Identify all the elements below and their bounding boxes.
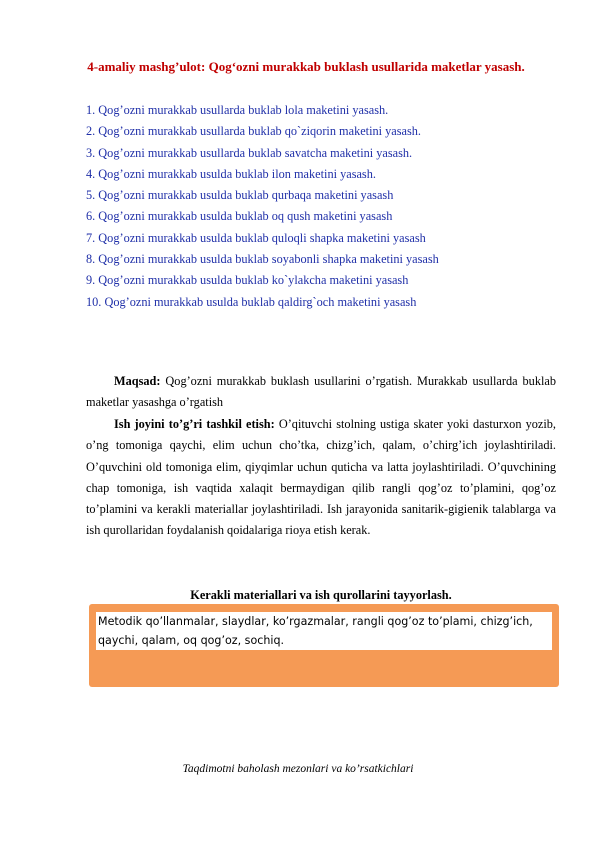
- task-item: 2. Qog’ozni murakkab usullarda buklab qo`ziqorin maketini yasash.: [86, 124, 422, 139]
- task-item: 9. Qog’ozni murakkab usulda buklab ko`ylakcha maketini yasash: [86, 273, 409, 288]
- goal-label: Maqsad:: [114, 374, 161, 388]
- materials-heading: Kerakli materiallari va ish qurollarini tayyorlash.: [190, 588, 452, 602]
- goal-paragraph: [86, 371, 556, 414]
- workplace-paragraph: [86, 414, 556, 542]
- task-item: 4. Qog’ozni murakkab usulda buklab ilon maketini yasash.: [86, 166, 376, 181]
- task-item: 10. Qog’ozni murakkab usulda buklab qaldirg`och maketini yasash: [86, 294, 417, 309]
- task-item: 8. Qog’ozni murakkab usulda buklab soyabonli shapka maketini yasash: [86, 252, 439, 267]
- task-item: 5. Qog’ozni murakkab usulda buklab qurbaqa maketini yasash: [86, 188, 394, 203]
- task-item: 1. Qog’ozni murakkab usullarda buklab lola maketini yasash.: [86, 103, 389, 117]
- workplace-label: Ish joyini to’g’ri tashkil etish:: [114, 417, 275, 431]
- task-list: [86, 100, 439, 313]
- materials-text: Metodik qo’llanmalar, slaydlar, ko’rgazmalar, rangli qog’oz to’plami, chizg’ich, qaychi, qalam, oq qog’oz, sochiq.: [96, 612, 552, 650]
- workplace-text: O’qituvchi stolning ustiga skater yoki dasturxon yozib, o’ng tomoniga qaychi, elim uchun cho’tka, chizg’ich, qalam, o’chirg’ich joylashtiriladi. O’quvchini old tomoniga elim, qiyqimlar uchun quticha va latta joylashtiriladi. O’quvchining chap tomoniga, ish vaqtida xalaqit bermaydigan qilib rangli qog’oz to’plamini, qog’oz to’plamini va kerakli materiallar joylashtiriladi. Ish jarayonida sanitarik-gigienik talablarga va ish qurollaridan foydalanish qoidalariga rioya etish kerak.: [86, 417, 556, 538]
- section-caption: Taqdimotni baholash mezonlari va ko’rsatkichlari: [182, 763, 414, 775]
- goal-text: Qog’ozni murakkab buklash usullarini o’rgatish. Murakkab usullarda buklab maketlar yasashga o’rgatish: [86, 374, 556, 410]
- task-item: 6. Qog’ozni murakkab usulda buklab oq qush maketini yasash: [86, 209, 393, 224]
- task-item: 7. Qog’ozni murakkab usulda buklab quloqli shapka maketini yasash: [86, 230, 426, 245]
- page-title: 4-amaliy mashg’ulot: Qog‘ozni murakkab buklash usullarida maketlar yasash.: [87, 59, 525, 74]
- task-item: 3. Qog’ozni murakkab usullarda buklab savatcha maketini yasash.: [86, 145, 413, 160]
- materials-callout: [89, 604, 559, 687]
